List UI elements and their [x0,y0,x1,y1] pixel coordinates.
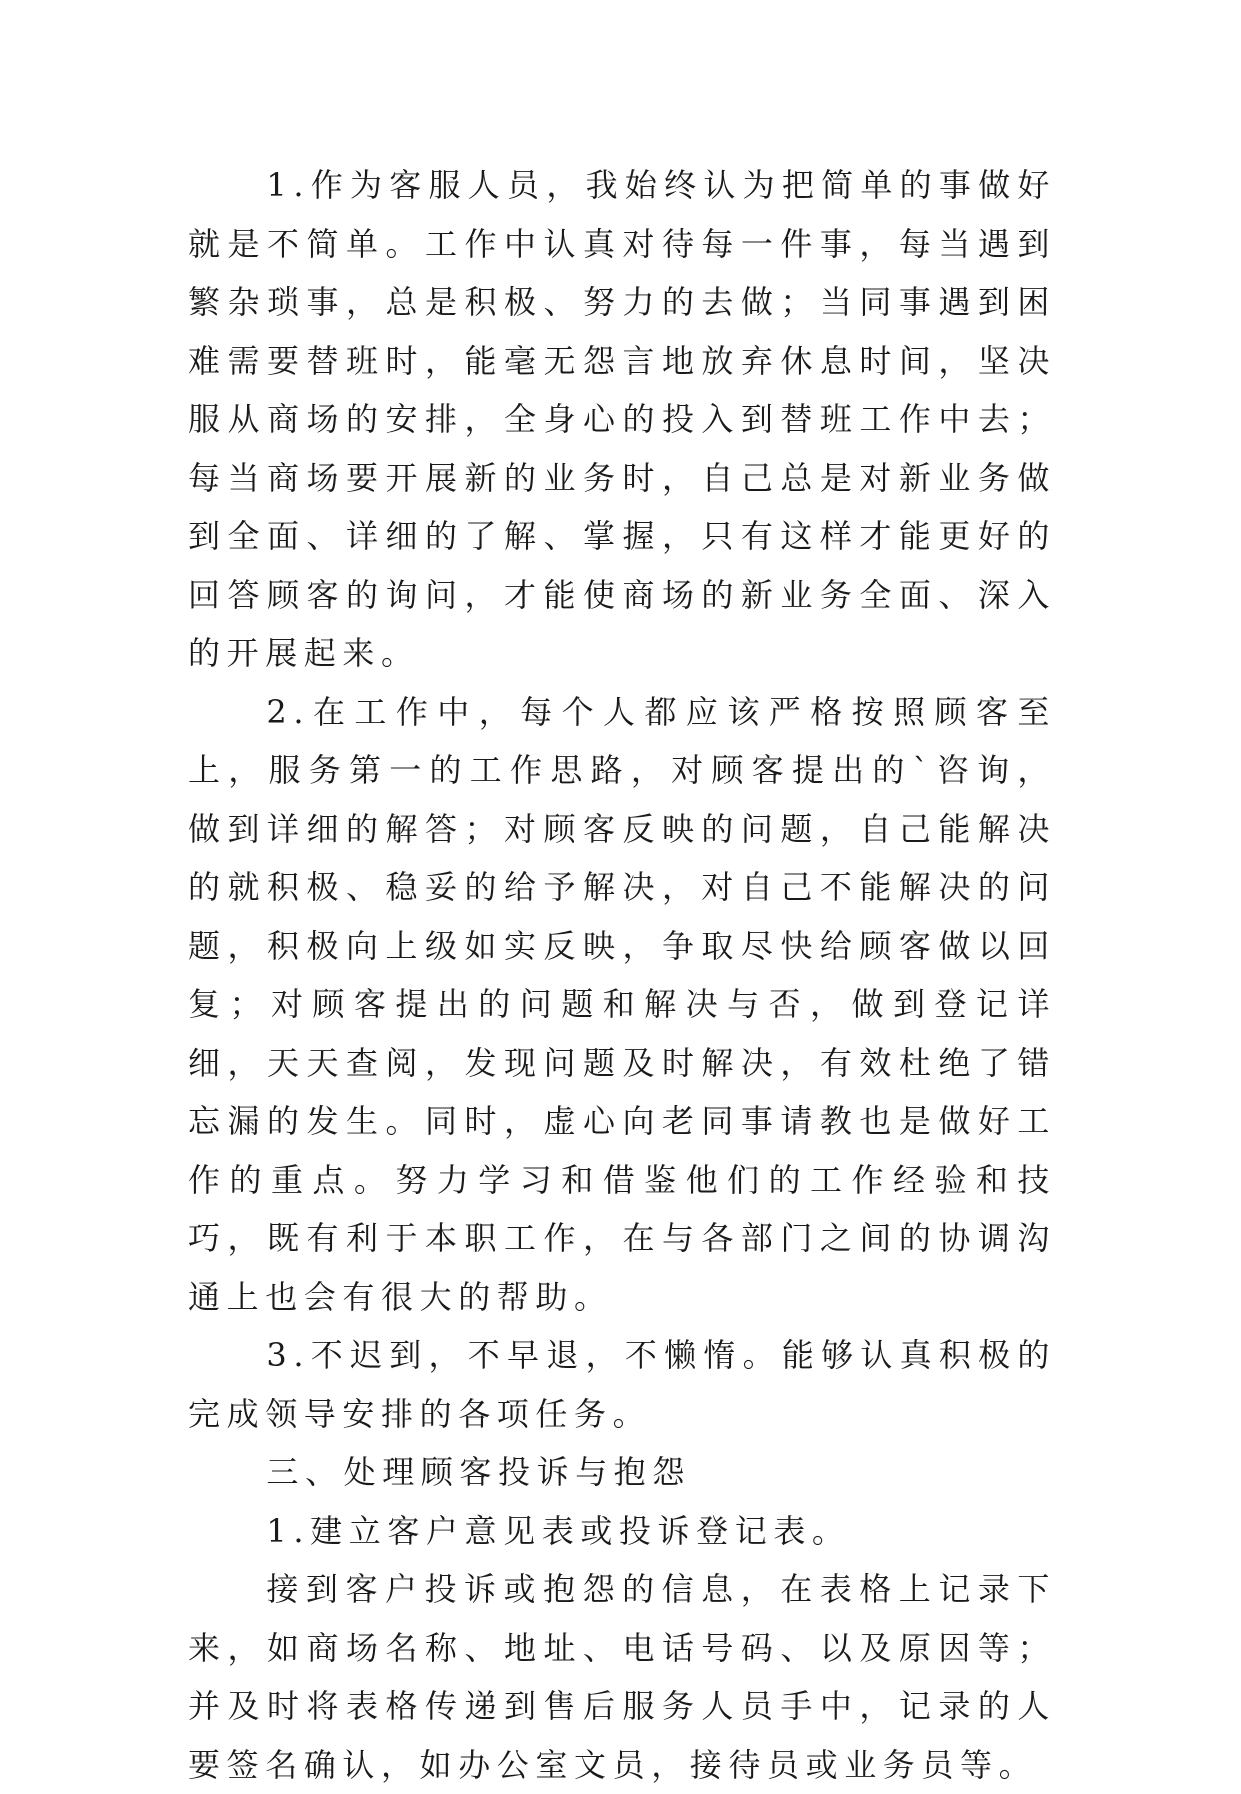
document-body [188,156,1056,1794]
paragraph-service-attitude: 1.作为客服人员，我始终认为把简单的事做好就是不简单。工作中认真对待每一件事，每当遇到繁杂琐事，总是积极、努力的去做；当同事遇到困难需要替班时，能毫无怨言地放弃休息时间，坚决服从商场的安排，全身心的投入到替班工作中去；每当商场要开展新的业务时，自己总是对新业务做到全面、详细的了解、掌握，只有这样才能更好的回答顾客的询问，才能使商场的新业务全面、深入的开展起来。 [188,166,1056,672]
section-heading-complaints: 三、处理顾客投诉与抱怨 [266,1453,691,1491]
paragraph-discipline: 3.不迟到，不早退，不懒惰。能够认真积极的完成领导安排的各项任务。 [188,1336,1056,1433]
paragraph-customer-first: 2.在工作中，每个人都应该严格按照顾客至上，服务第一的工作思路，对顾客提出的`咨询，做到详细的解答；对顾客反映的问题，自己能解决的就积极、稳妥的给予解决，对自己不能解决的问题，积极向上级如实反映，争取尽快给顾客做以回复；对顾客提出的问题和解决与否，做到登记详细，天天查阅，发现问题及时解决，有效杜绝了错忘漏的发生。同时，虚心向老同事请教也是做好工作的重点。努力学习和借鉴他们的工作经验和技巧，既有利于本职工作，在与各部门之间的协调沟通上也会有很大的帮助。 [188,692,1056,1316]
paragraph-complaint-handling: 接到客户投诉或抱怨的信息，在表格上记录下来，如商场名称、地址、电话号码、以及原因等；并及时将表格传递到售后服务人员手中，记录的人要签名确认，如办公室文员，接待员或业务员等。 [188,1570,1056,1784]
paragraph-complaint-form: 1.建立客户意见表或投诉登记表。 [266,1511,851,1550]
